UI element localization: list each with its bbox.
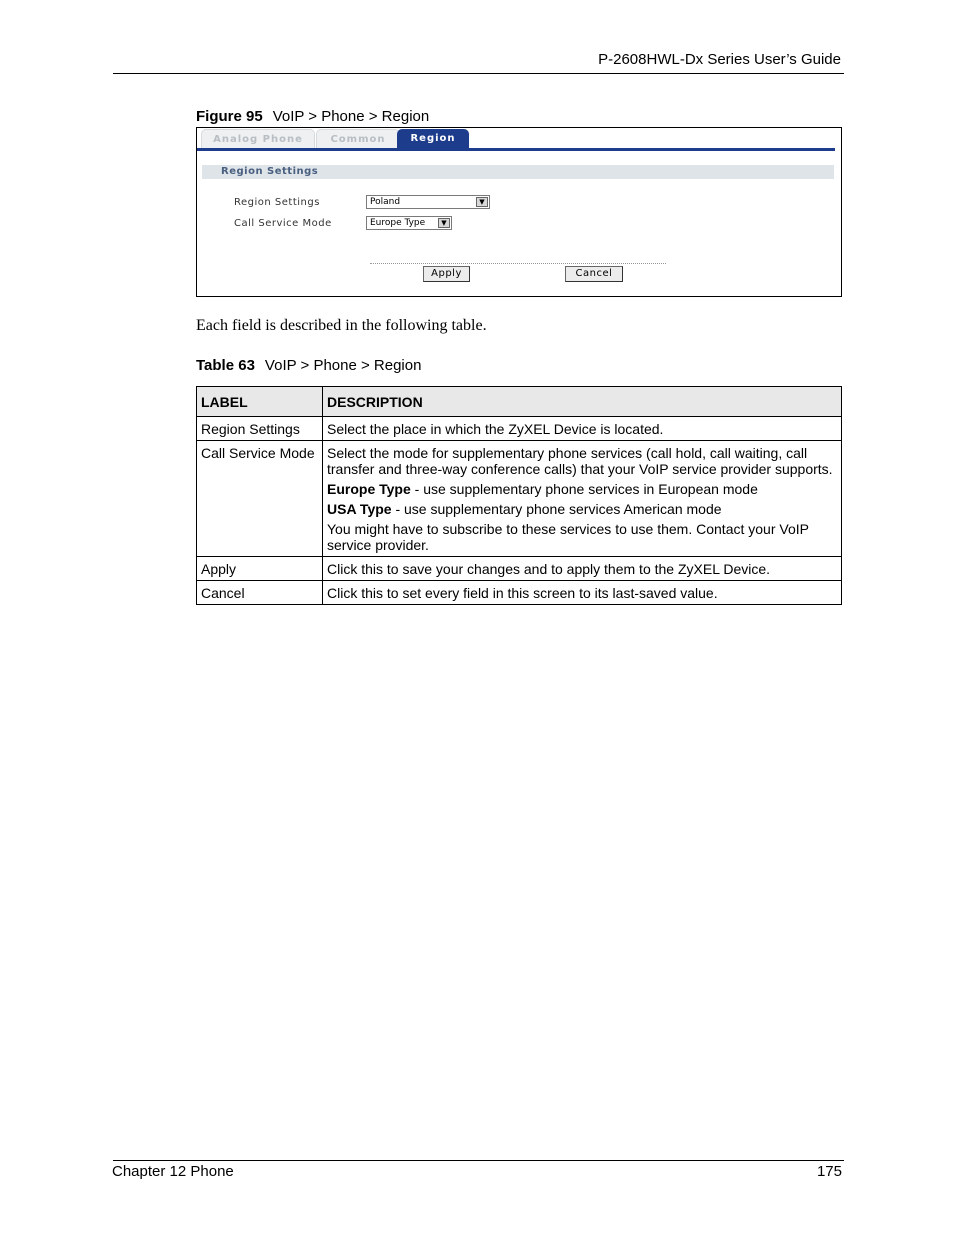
row-description-text: Click this to set every field in this screen to its last-saved value. (327, 585, 718, 601)
tab-common[interactable]: Common (316, 129, 400, 149)
row-description (323, 581, 842, 605)
table-caption (196, 357, 421, 374)
row-label: Cancel (197, 581, 323, 605)
row-description (323, 441, 842, 557)
divider (370, 263, 666, 264)
call-service-mode-select[interactable] (366, 216, 452, 230)
option-usa-type (327, 501, 837, 517)
row-description-text: Select the place in which the ZyXEL Device is located. (327, 421, 664, 437)
header-description: DESCRIPTION (323, 387, 842, 417)
footer-page-number: 175 (816, 1163, 842, 1180)
option-term: USA Type (327, 501, 392, 517)
row-label: Region Settings (197, 417, 323, 441)
header-rule (113, 73, 844, 74)
tab-region[interactable]: Region (397, 129, 469, 148)
option-text: - use supplementary phone services American mode (391, 501, 722, 517)
figure-label: Figure 95 (196, 108, 263, 125)
row-description-text: Click this to save your changes and to apply them to the ZyXEL Device. (327, 561, 771, 577)
table-title: VoIP > Phone > Region (264, 357, 422, 374)
header-label: LABEL (197, 387, 323, 417)
row-description (323, 557, 842, 581)
option-term: Europe Type (327, 481, 411, 497)
section-title: Region Settings (202, 165, 834, 179)
intro-text: Each field is described in the following table. (196, 317, 487, 334)
region-settings-label: Region Settings (234, 197, 320, 208)
option-text: - use supplementary phone services in European mode (410, 481, 758, 497)
description-table (196, 386, 842, 605)
table-label: Table 63 (196, 357, 255, 374)
call-service-mode-value: Europe Type (370, 218, 426, 228)
figure-caption (196, 108, 429, 125)
table-header-row (197, 387, 842, 417)
region-settings-value: Poland (370, 197, 401, 207)
table-row (197, 557, 842, 581)
tab-underline (197, 148, 835, 151)
region-screenshot (196, 127, 842, 297)
chevron-down-icon: ▼ (438, 218, 450, 228)
table-row (197, 581, 842, 605)
table-row (197, 441, 842, 557)
option-europe-type (327, 481, 837, 497)
footer-chapter: Chapter 12 Phone (112, 1163, 234, 1180)
header-title: P-2608HWL-Dx Series User’s Guide (598, 51, 841, 68)
table-row (197, 417, 842, 441)
chevron-down-icon: ▼ (476, 197, 488, 207)
row-description (323, 417, 842, 441)
row-label: Call Service Mode (197, 441, 323, 557)
row-description-text: Select the mode for supplementary phone services (call hold, call waiting, call transfer and three-way conference calls) that your VoIP service provider supports. (327, 445, 833, 477)
figure-title: VoIP > Phone > Region (272, 108, 430, 125)
region-settings-select[interactable] (366, 195, 490, 209)
footer-rule (113, 1160, 844, 1161)
row-description-note: You might have to subscribe to these services to use them. Contact your VoIP service provider. (327, 521, 809, 553)
row-label: Apply (197, 557, 323, 581)
apply-button[interactable]: Apply (423, 266, 470, 282)
cancel-button[interactable]: Cancel (565, 266, 623, 282)
tab-analog-phone[interactable]: Analog Phone (201, 129, 315, 149)
call-service-mode-label: Call Service Mode (234, 218, 332, 229)
